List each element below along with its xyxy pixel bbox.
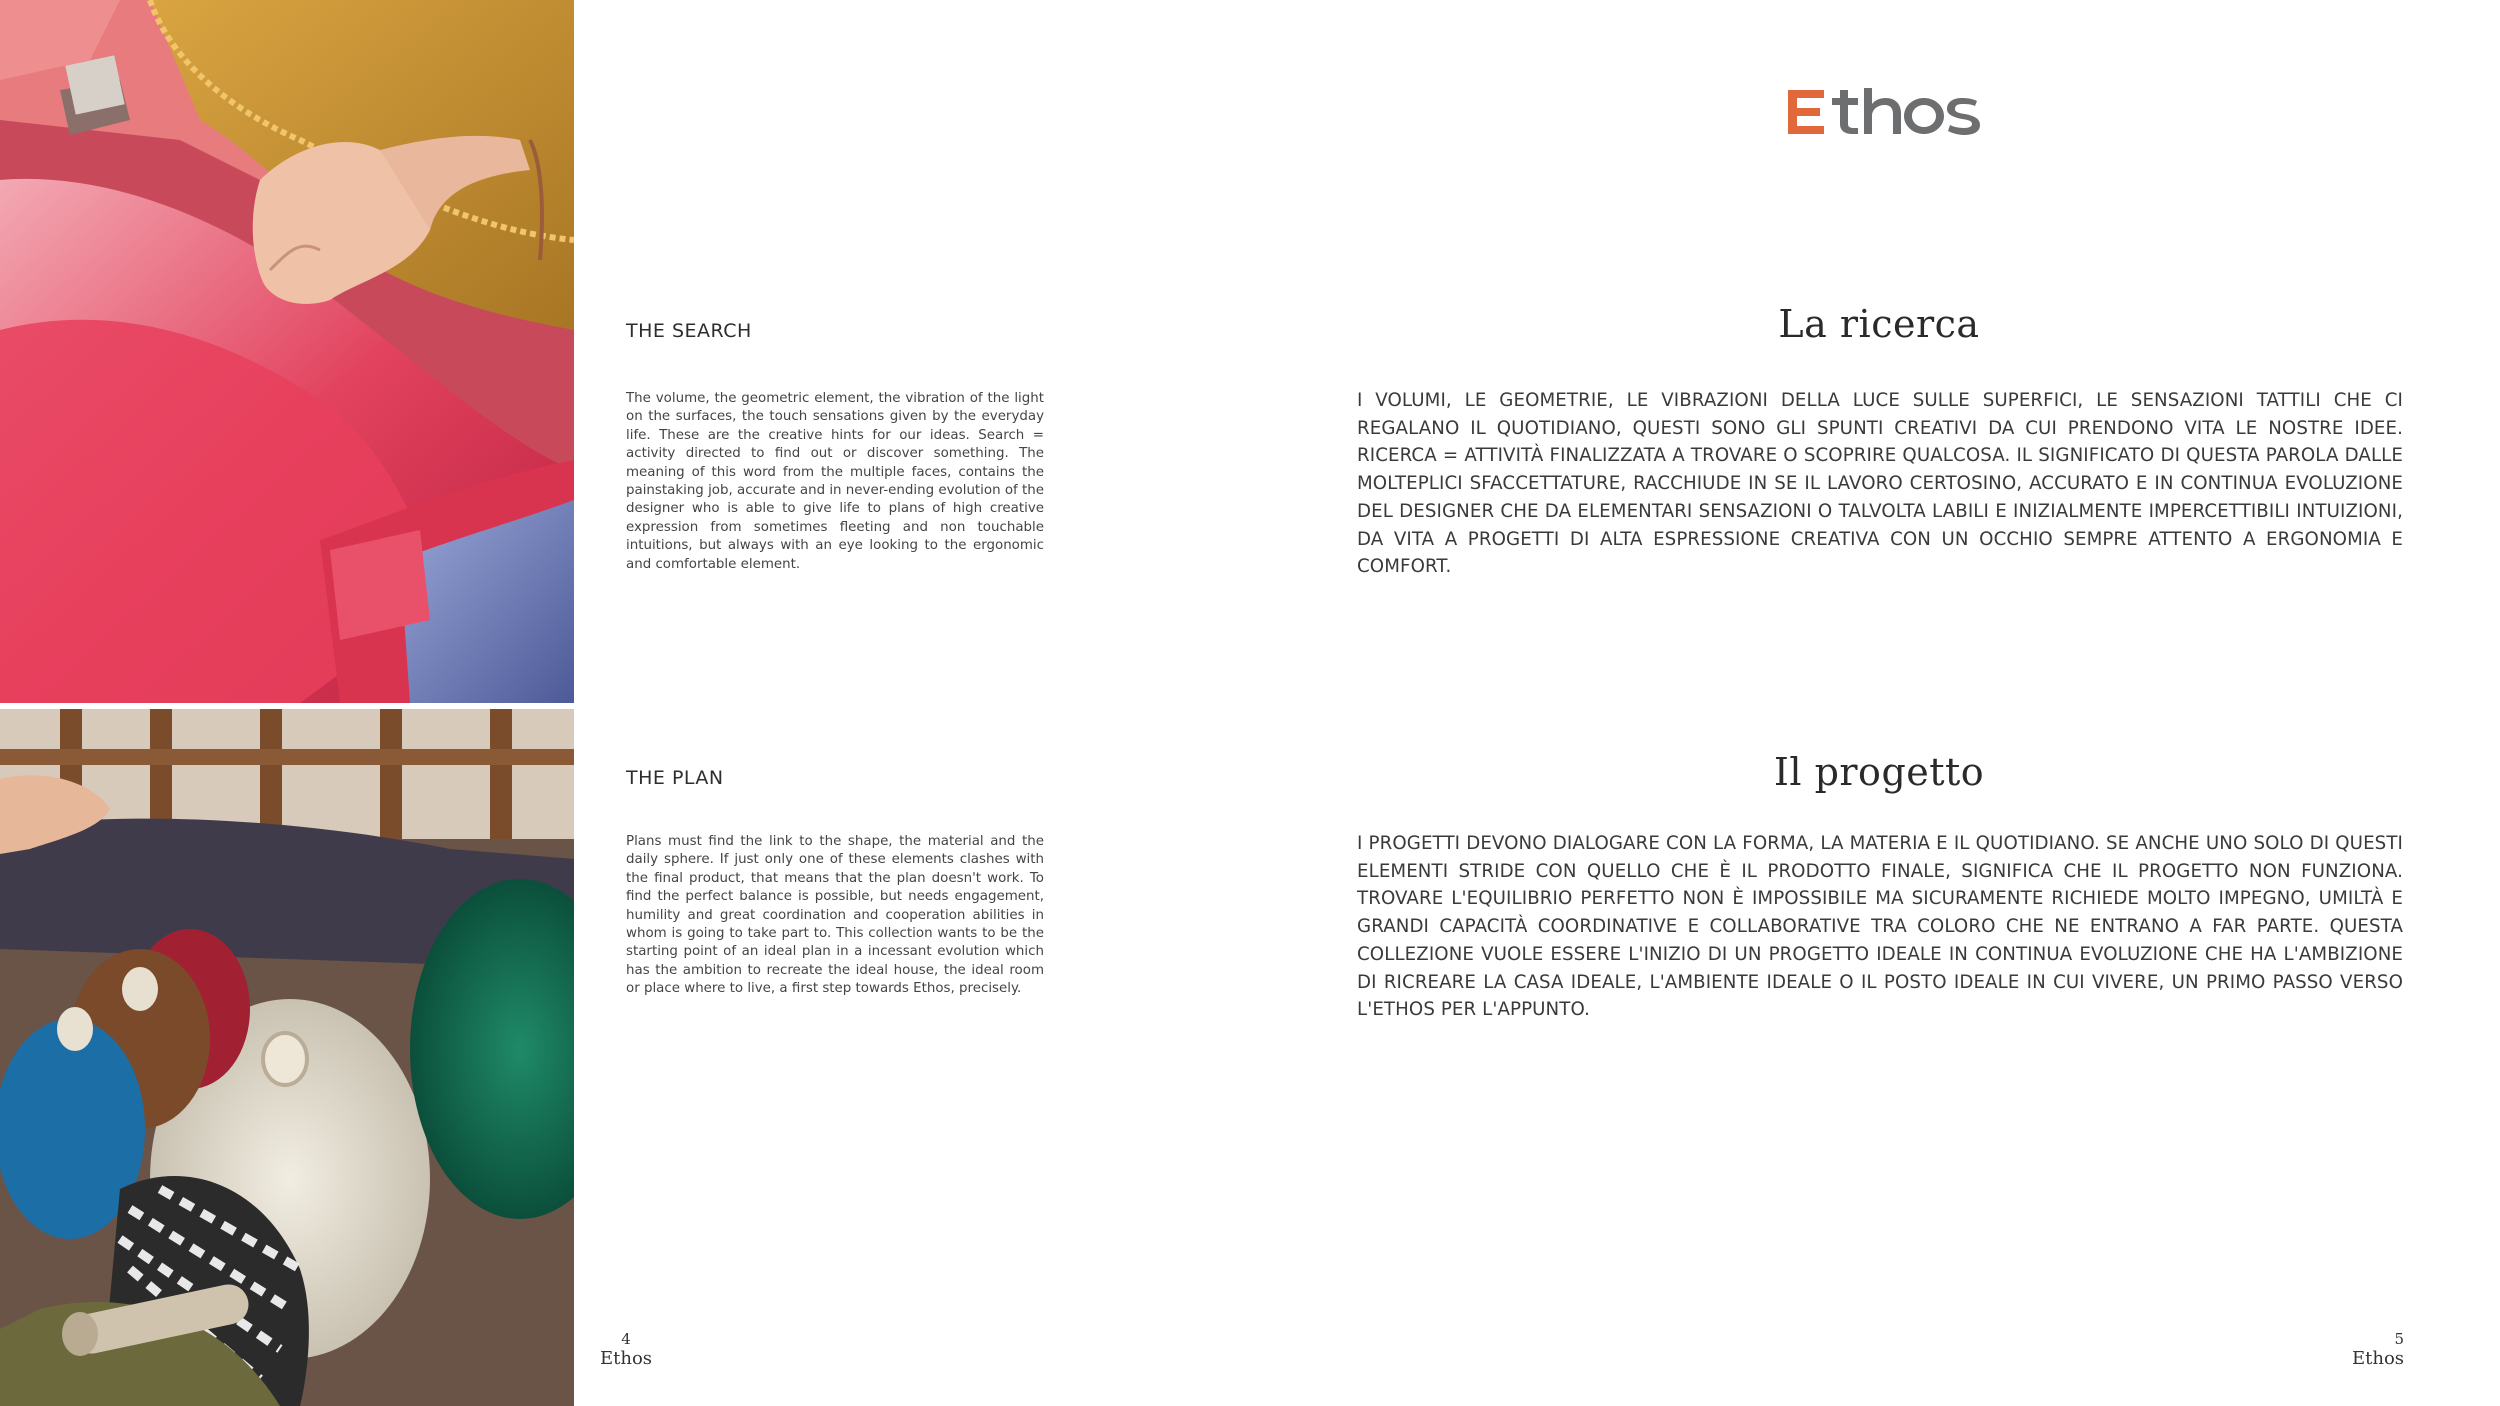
fabric-rolls-photo	[0, 709, 574, 1406]
plan-body-it: I PROGETTI DEVONO DIALOGARE CON LA FORMA, LA MATERIA E IL QUOTIDIANO. SE ANCHE UNO SOLO DI QUESTI ELEMENTI STRIDE CON QUELLO CHE È IL PRODOTTO FINALE, SIGNIFICA CHE IL PROGETTO NON FUNZIONA. TROVARE L'EQUILIBRIO PERFETTO NON È IMPOSSIBILE MA SICURAMENTE RICHIEDE MOLTO IMPEGNO, UMILTÀ E GRANDI CAPACITÀ COORDINATIVE E COLLABORATIVE TRA COLORO CHE NE ENTRANO A FAR PARTE. QUESTA COLLEZIONE VUOLE ESSERE L'INIZIO DI UN PROGETTO IDEALE IN CONTINUA EVOLUZIONE CHE HA L'AMBIZIONE DI RICREARE LA CASA IDEALE, L'AMBIENTE IDEALE O IL POSTO IDEALE IN CUI VIVERE, UN PRIMO PASSO VERSO L'ETHOS PER L'APPUNTO.	[1357, 833, 2403, 1021]
right-page-number: 5	[2394, 1330, 2404, 1348]
blankets-photo	[0, 0, 574, 703]
plan-heading-en: THE PLAN	[626, 767, 724, 789]
right-page-name: Ethos	[2352, 1348, 2405, 1369]
ethos-logo	[1770, 70, 1990, 150]
search-body-it: I VOLUMI, LE GEOMETRIE, LE VIBRAZIONI DELLA LUCE SULLE SUPERFICI, LE SENSAZIONI TATTILI CHE CI REGALANO IL QUOTIDIANO, QUESTI SONO GLI SPUNTI CREATIVI DA CUI PRENDONO VITA LE NOSTRE IDEE. RICERCA = ATTIVITÀ FINALIZZATA A TROVARE O SCOPRIRE QUALCOSA. IL SIGNIFICATO DI QUESTA PAROLA DALLE MOLTEPLICI SFACCETTATURE, RACCHIUDE IN SE IL LAVORO CERTOSINO, ACCURATO E IN CONTINUA EVOLUZIONE DEL DESIGNER CHE DA ELEMENTARI SENSAZIONI O TALVOLTA LABILI E INIZIALMENTE IMPERCETTIBILI INTUIZIONI, DA VITA A PROGETTI DI ALTA ESPRESSIONE CREATIVA CON UN OCCHIO SEMPRE ATTENTO A ERGONOMIA E COMFORT.	[1357, 390, 2403, 578]
search-body-en: The volume, the geometric element, the vibration of the light on the surfaces, the touch sensations given by the everyday life. These are the creative hints for our ideas. Search = activity directed to find out or discover something. The meaning of this word from the multiple faces, contains the painstaking job, accurate and in never-ending evolution of the designer who is able to give life to plans of high creative expression from sometimes fleeting and non touchable intuitions, but always with an eye looking to the ergonomic and comfortable element.	[626, 391, 1044, 572]
search-heading-it: La ricerca	[1778, 302, 1980, 346]
plan-heading-it: Il progetto	[1773, 750, 1985, 794]
left-page-name: Ethos	[600, 1348, 653, 1369]
left-page-folio	[600, 1330, 652, 1370]
search-heading-en: THE SEARCH	[626, 320, 752, 342]
left-page-number: 4	[621, 1330, 631, 1348]
plan-body-en: Plans must find the link to the shape, the material and the daily sphere. If just only one of these elements clashes with the final product, that means that the plan doesn't work. To find the perfect balance is possible, but needs engagement, humility and great coordination and cooperation abilities in whom is going to take part to. This collection wants to be the starting point of an ideal plan in a incessant evolution which has the ambition to recreate the ideal house, the ideal room or place where to live, a first step towards Ethos, precisely.	[626, 834, 1044, 997]
right-page-folio	[2352, 1330, 2404, 1370]
